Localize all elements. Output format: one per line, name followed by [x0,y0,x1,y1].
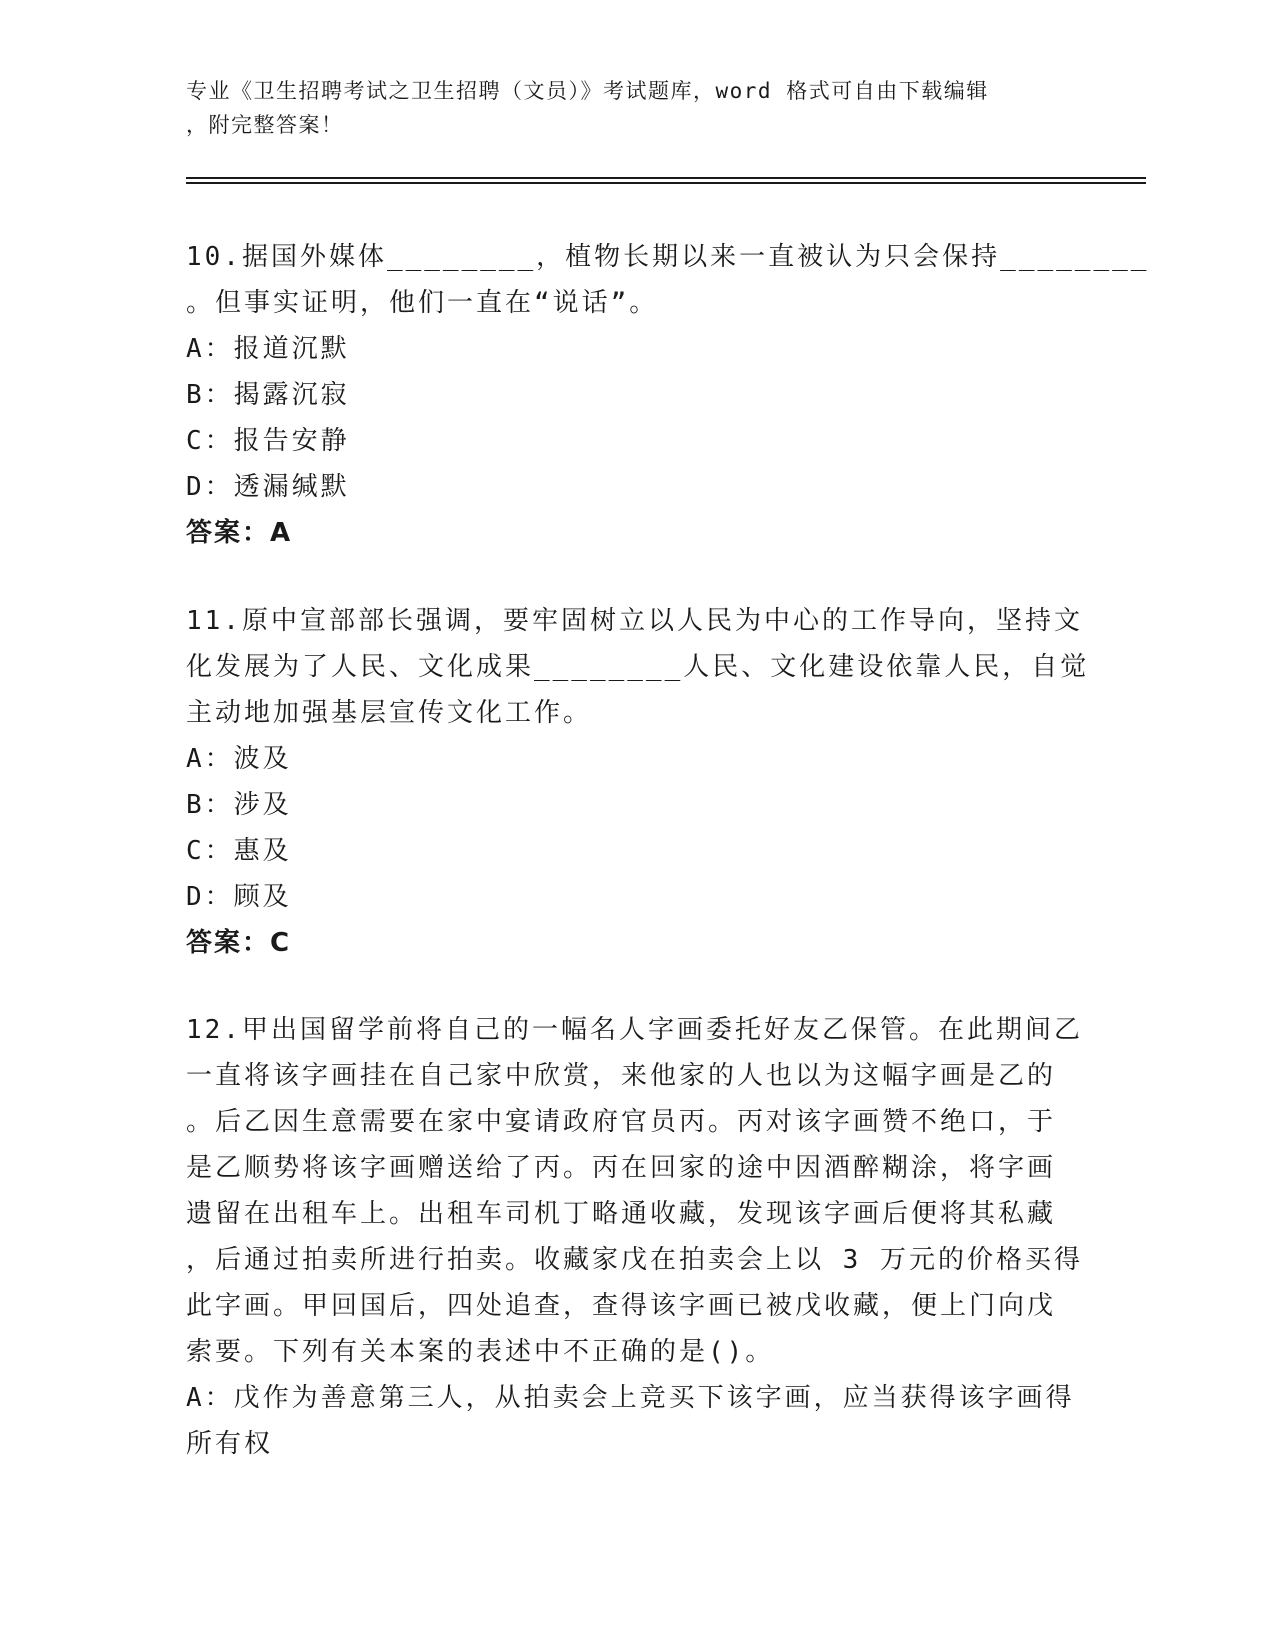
option-d [186,874,1066,920]
question-line: 主动地加强基层宣传文化工作。 [186,698,593,728]
option-text: 顾及 [233,882,292,912]
question-line: 一直将该字画挂在自己家中欣赏，来他家的人也以为这幅字画是乙的 [186,1061,1057,1091]
option-text: 涉及 [233,790,292,820]
option-key: C： [186,836,234,866]
question-line: 。后乙因生意需要在家中宴请政府官员丙。丙对该字画赞不绝口，于 [186,1107,1057,1137]
option-key: A： [186,334,234,364]
question-stem [186,598,1090,736]
question-line: 12.甲出国留学前将自己的一幅名人字画委托好友乙保管。在此期间乙 [186,1015,1083,1045]
question-stem [186,1007,1083,1375]
question-12 [186,1007,1083,1467]
option-text: 惠及 [233,836,292,866]
option-text: 报道沉默 [233,334,350,364]
answer-line: 答案：C [186,928,292,958]
question-line: 10.据国外媒体________，植物长期以来一直被认为只会保持________ [186,242,1150,272]
question-line: 索要。下列有关本案的表述中不正确的是()。 [186,1337,775,1367]
question-line: 化发展为了人民、文化成果________人民、文化建设依靠人民，自觉 [186,652,1090,682]
option-text: 所有权 [186,1429,274,1459]
option-key: A： [186,744,234,774]
header-line: ，附完整答案！ [186,113,344,137]
question-10 [186,234,1150,556]
option-key: C： [186,426,234,456]
option-key: A： [186,1383,234,1413]
question-line: ，后通过拍卖所进行拍卖。收藏家戊在拍卖会上以 3 万元的价格买得 [186,1245,1083,1275]
question-line: 11.原中宣部部长强调，要牢固树立以人民为中心的工作导向，坚持文 [186,606,1083,636]
question-stem [186,234,1150,326]
option-key: D： [186,472,234,502]
answer-line: 答案：A [186,518,293,548]
header-divider [186,177,1146,179]
option-key: B： [186,790,234,820]
header-divider [186,182,1146,184]
option-a-continued [186,1421,1066,1467]
option-key: B： [186,380,234,410]
option-a [186,736,1066,782]
option-c [186,828,1066,874]
option-text: 波及 [233,744,292,774]
question-line: 。但事实证明，他们一直在“说话”。 [186,288,659,318]
question-line: 是乙顺势将该字画赠送给了丙。丙在回家的途中因酒醉糊涂，将字画 [186,1153,1057,1183]
option-b [186,372,1066,418]
document-header [186,74,1066,142]
question-11 [186,598,1090,966]
question-line: 此字画。甲回国后，四处追查，查得该字画已被戊收藏，便上门向戊 [186,1291,1057,1321]
option-a [186,326,1066,372]
option-text: 报告安静 [233,426,350,456]
option-c [186,418,1066,464]
option-a [186,1375,1075,1421]
option-b [186,782,1066,828]
option-text: 透漏缄默 [233,472,350,502]
question-line: 遗留在出租车上。出租车司机丁略通收藏，发现该字画后便将其私藏 [186,1199,1057,1229]
option-d [186,464,1066,510]
option-key: D： [186,882,234,912]
header-line: 专业《卫生招聘考试之卫生招聘（文员）》考试题库，word 格式可自由下载编辑 [186,79,989,103]
option-text: 揭露沉寂 [233,380,350,410]
option-text: 戊作为善意第三人，从拍卖会上竞买下该字画，应当获得该字画得 [233,1383,1075,1413]
